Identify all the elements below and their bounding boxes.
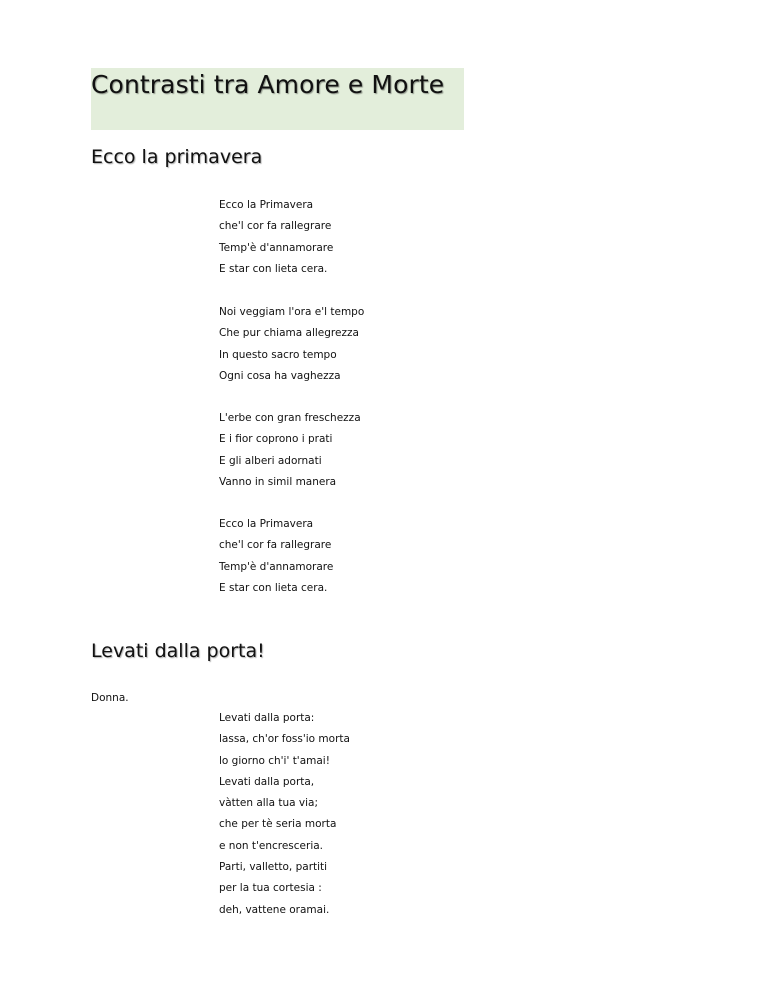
verse-line: lo giorno ch'i' t'amai! <box>219 754 330 767</box>
verse-line: Ecco la Primavera <box>219 518 314 530</box>
section-heading-ecco-la-primavera: Ecco la primavera <box>91 146 263 168</box>
verse-line: E i fior coprono i prati <box>219 433 333 446</box>
verse-line: per la tua cortesia : <box>219 882 322 895</box>
stanza-1 <box>219 195 333 280</box>
verse-line: E star con lieta cera. <box>219 581 328 594</box>
verse-line: vàtten alla tua via; <box>219 797 319 810</box>
verse-line: Temp'è d'annamorare <box>219 560 334 573</box>
verse-line: Levati dalla porta: <box>219 712 315 724</box>
verse-line: che'l cor fa rallegrare <box>219 539 332 552</box>
verse-line: Vanno in simil manera <box>219 475 337 488</box>
verse-line: Che pur chiama allegrezza <box>219 327 359 340</box>
verse-line: Ogni cosa ha vaghezza <box>219 369 341 382</box>
verse-line: che'l cor fa rallegrare <box>219 220 332 233</box>
stanza-4 <box>219 514 333 599</box>
verse-block <box>219 708 350 921</box>
verse-line: Temp'è d'annamorare <box>219 241 334 254</box>
verse-line: lassa, ch'or foss'io morta <box>219 733 350 746</box>
document-title: Contrasti tra Amore e Morte <box>91 70 445 99</box>
verse-line: E star con lieta cera. <box>219 262 328 275</box>
verse-line: Ecco la Primavera <box>219 199 314 211</box>
section-heading-levati-dalla-porta: Levati dalla porta! <box>91 640 265 662</box>
speaker-label: Donna. <box>91 692 129 704</box>
stanza-2 <box>219 302 364 387</box>
verse-line: Noi veggiam l'ora e'l tempo <box>219 306 365 318</box>
verse-line: e non t'encresceria. <box>219 839 324 852</box>
verse-line: deh, vattene oramai. <box>219 903 330 916</box>
verse-line: E gli alberi adornati <box>219 454 322 467</box>
verse-line: che per tè seria morta <box>219 818 337 831</box>
verse-line: L'erbe con gran freschezza <box>219 412 361 424</box>
verse-line: Parti, valletto, partiti <box>219 861 328 874</box>
stanza-3 <box>219 408 361 493</box>
verse-line: Levati dalla porta, <box>219 775 315 788</box>
verse-line: In questo sacro tempo <box>219 348 337 361</box>
